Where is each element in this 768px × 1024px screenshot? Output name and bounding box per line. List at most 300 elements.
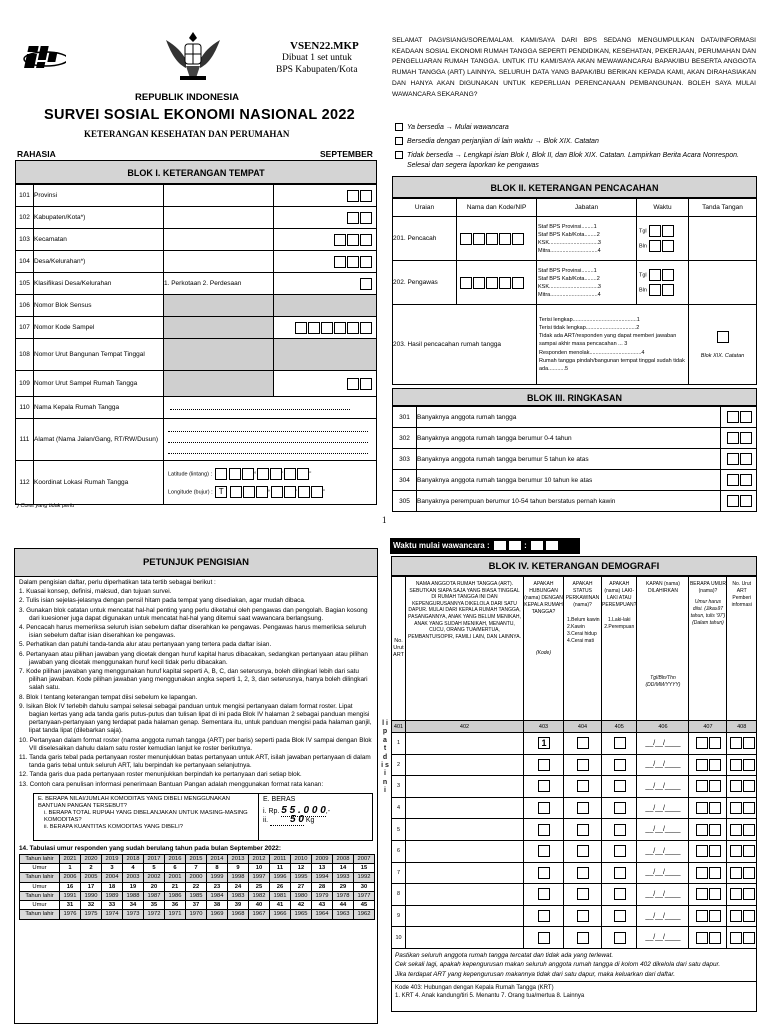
sex-box[interactable] xyxy=(614,867,626,879)
marital-box[interactable] xyxy=(577,932,589,944)
birth-year-cell: 2010 xyxy=(291,855,312,864)
count-box[interactable] xyxy=(740,495,752,507)
age-table-header: Tahun lahir xyxy=(20,891,60,900)
birth-year-cell: 1979 xyxy=(312,891,333,900)
lat-box[interactable] xyxy=(270,468,282,480)
column-number: 402 xyxy=(406,721,524,733)
age-box[interactable] xyxy=(696,867,708,879)
nip-box[interactable] xyxy=(499,277,511,289)
informant-box[interactable] xyxy=(730,932,742,944)
informant-box[interactable] xyxy=(730,845,742,857)
birth-year-cell: 1971 xyxy=(165,910,186,919)
code-box[interactable] xyxy=(360,378,372,390)
code-box[interactable] xyxy=(347,378,359,390)
lat-box[interactable] xyxy=(257,468,269,480)
informant-box[interactable] xyxy=(730,759,742,771)
lat-box[interactable] xyxy=(242,468,254,480)
relation-box[interactable] xyxy=(538,845,550,857)
lon-box[interactable] xyxy=(256,486,268,498)
member-name-cell[interactable] xyxy=(406,776,524,798)
informant-box[interactable] xyxy=(743,867,755,879)
age-box[interactable] xyxy=(696,780,708,792)
code-box[interactable] xyxy=(295,322,307,334)
date-box[interactable] xyxy=(649,269,661,281)
age-cell: 45 xyxy=(354,901,375,910)
relation-box[interactable]: 1 xyxy=(538,737,550,749)
marital-box[interactable] xyxy=(577,737,589,749)
blok-1 xyxy=(15,160,377,505)
code-box[interactable] xyxy=(334,234,346,246)
age-cell: 5 xyxy=(144,864,165,873)
age-cell: 15 xyxy=(354,864,375,873)
lat-box[interactable] xyxy=(297,468,309,480)
age-cell: 14 xyxy=(333,864,354,873)
row-number: 7 xyxy=(392,862,406,884)
code-box[interactable] xyxy=(360,256,372,268)
birth-year-cell: 1970 xyxy=(186,910,207,919)
birth-year-cell: 2020 xyxy=(81,855,102,864)
sex-box[interactable] xyxy=(614,932,626,944)
date-box[interactable] xyxy=(649,240,661,252)
informant-box[interactable] xyxy=(743,759,755,771)
informant-box[interactable] xyxy=(730,910,742,922)
age-cell: 36 xyxy=(165,901,186,910)
consent-yes[interactable]: Ya bersedia → Mulai wawancara xyxy=(395,123,509,131)
blok-2-table: Uraian Nama dan Kode/NIP Jabatan Waktu Tanda Tangan 201. Pencacah Staf BPS Provinsi........1 Staf BPS Kab/Kota........2 KSK................................3 Mitra...............................4 Tgl Bln 202. Pengawas Staf BPS Provinsi........1 Staf BPS Kab/Kota........2 KSK................................3 Mitra...............................4 Tgl Bln 203. Hasil pencacahan rumah tangga Terisi lengkap..........................................1 Terisi tidak lengkap.................................2 Tidak ada ART/responden yang dapat memberi jawaban sampai akhir masa pencacahan ... 3 Responden menolak..................................4 Rumah tangga pindah/bangunan tempat tinggal sudah tidak ada...........5 Blok XIX. Catatan xyxy=(392,198,757,385)
age-cell: 29 xyxy=(333,882,354,891)
birth-year-cell: 1990 xyxy=(81,891,102,900)
nip-box[interactable] xyxy=(460,233,472,245)
age-cell: 26 xyxy=(270,882,291,891)
date-box[interactable] xyxy=(662,269,674,281)
age-cell: 22 xyxy=(186,882,207,891)
birth-year-cell: 2002 xyxy=(144,873,165,882)
birth-year-cell: 1994 xyxy=(312,873,333,882)
sex-box[interactable] xyxy=(614,824,626,836)
age-box[interactable] xyxy=(709,780,721,792)
sex-box[interactable] xyxy=(614,845,626,857)
roster-row xyxy=(392,905,757,927)
age-table-header: Tahun lahir xyxy=(20,873,60,882)
member-name-cell[interactable] xyxy=(406,754,524,776)
age-cell: 11 xyxy=(270,864,291,873)
birth-year-cell: 1986 xyxy=(165,891,186,900)
birth-year-cell: 1973 xyxy=(123,910,144,919)
age-cell: 35 xyxy=(144,901,165,910)
sex-box[interactable] xyxy=(614,910,626,922)
birth-year-cell: 1982 xyxy=(249,891,270,900)
date-box[interactable] xyxy=(662,225,674,237)
birthdate-field[interactable]: __/__/____ xyxy=(637,862,689,884)
birth-year-cell: 1978 xyxy=(333,891,354,900)
code-box[interactable] xyxy=(347,190,359,202)
count-box[interactable] xyxy=(740,411,752,423)
member-name-cell[interactable] xyxy=(406,884,524,906)
age-cell: 1 xyxy=(60,864,81,873)
age-box[interactable] xyxy=(709,802,721,814)
instruction-item: 4. Pencacah harus memeriksa seluruh isian sebelum daftar diserahkan ke pengawas. Pengawas harus memeriksa seluruh isian sebelum daftar isian diserahkan ke pengawas. xyxy=(19,624,367,640)
birth-year-cell: 2021 xyxy=(60,855,81,864)
count-box[interactable] xyxy=(727,411,739,423)
age-cell: 27 xyxy=(291,882,312,891)
birth-year-cell: 2006 xyxy=(60,873,81,882)
age-cell: 17 xyxy=(81,882,102,891)
informant-box[interactable] xyxy=(743,888,755,900)
birth-year-cell: 1962 xyxy=(354,910,375,919)
sex-box[interactable] xyxy=(614,759,626,771)
code-box[interactable] xyxy=(334,256,346,268)
code-box[interactable] xyxy=(321,322,333,334)
roster-row xyxy=(392,733,757,755)
blok-4-table: No. Urut ART NAMA ANGGOTA RUMAH TANGGA (ART). SEBUTKAN SIAPA SAJA YANG BIASA TINGGAL DI RUMAH TANGGA INI DAN KEPENGURUSANNYA DIKELOLA DARI SATU DAPUR. MULAI DARI KEPALA RUMAH TANGGA, PASANGANNYA, ANAK YANG BELUM MENIKAH, ANAK YANG SUDAH MENIKAH, MENANTU, CUCU, ORANG TUA/MERTUA, PEMBANTU/SOPIR, FAMILI LAIN, DAN LAINNYA. APAKAH HUBUNGAN (nama) DENGAN KEPALA RUMAH TANGGA? (Kode) APAKAH STATUS PERKAWINAN (nama)? 1.Belum kawin 2.Kawin 3.Cerai hidup 4.Cerai mati APAKAH (nama) LAKI-LAKI ATAU PEREMPUAN? 1.Laki-laki 2.Perempuan KAPAN (nama) DILAHIRKAN Tgl/Bln/Thn (DD/MM/YYYY) BERAPA UMUR (nama)? Umur harus diisi. (Jika≥97 tahun, tulis '97') (Dalam tahun) No. Urut ART Pemberi informasi 401 402 403 404 405 406 407 408 1 1 __/__/____ 2 __/__/____ 3 __/__/____ 4 __/__/____ 5 __/__/____ 6 __/__/____ 7 __/__/____ 8 __/__/____ 9 __/__/____ 10 __/__/____ xyxy=(391,576,757,949)
petunjuk-title: PETUNJUK PENGISIAN xyxy=(15,549,377,577)
nip-box[interactable] xyxy=(512,233,524,245)
lon-box[interactable] xyxy=(311,486,323,498)
birth-year-cell: 1996 xyxy=(270,873,291,882)
age-box[interactable] xyxy=(696,910,708,922)
informant-box[interactable] xyxy=(730,802,742,814)
instruction-item: 5. Perhatikan dan patuhi tanda-tanda alur atau pertanyaan yang tertera pada daftar isian. xyxy=(19,641,272,649)
minute-box[interactable] xyxy=(530,540,544,551)
column-number: 406 xyxy=(637,721,689,733)
count-box[interactable] xyxy=(727,474,739,486)
code-box[interactable] xyxy=(347,322,359,334)
birth-year-cell: 1999 xyxy=(207,873,228,882)
relation-box[interactable] xyxy=(538,759,550,771)
informant-box[interactable] xyxy=(730,824,742,836)
roster-row xyxy=(392,862,757,884)
nip-box[interactable] xyxy=(499,233,511,245)
roster-row xyxy=(392,840,757,862)
result-box[interactable] xyxy=(717,331,729,343)
blok-2 xyxy=(392,176,757,385)
informant-box[interactable] xyxy=(743,780,755,792)
marital-box[interactable] xyxy=(577,802,589,814)
age-cell: 42 xyxy=(291,901,312,910)
sex-box[interactable] xyxy=(614,780,626,792)
birth-year-cell: 1997 xyxy=(249,873,270,882)
age-box[interactable] xyxy=(709,824,721,836)
informant-box[interactable] xyxy=(730,737,742,749)
birth-year-cell: 1977 xyxy=(354,891,375,900)
informant-box[interactable] xyxy=(730,888,742,900)
age-cell: 41 xyxy=(270,901,291,910)
survey-title: SURVEI SOSIAL EKONOMI NASIONAL 2022 xyxy=(44,107,356,123)
count-box[interactable] xyxy=(727,432,739,444)
age-cell: 28 xyxy=(312,882,333,891)
column-number: 401 xyxy=(392,721,406,733)
code-box[interactable] xyxy=(360,234,372,246)
birth-year-cell: 1998 xyxy=(228,873,249,882)
birthdate-field[interactable]: __/__/____ xyxy=(637,905,689,927)
age-box[interactable] xyxy=(696,802,708,814)
informant-box[interactable] xyxy=(743,932,755,944)
lon-box[interactable] xyxy=(243,486,255,498)
informant-box[interactable] xyxy=(743,737,755,749)
consent-later[interactable]: Bersedia dengan perjanjian di lain waktu → Blok XIX. Catatan xyxy=(395,137,599,145)
nip-box[interactable] xyxy=(460,277,472,289)
consent-no[interactable]: Tidak bersedia → Lengkapi isian Blok I, Blok II, dan Blok XIX. Catatan. Lampirkan Berita Acara Nonrespon. Selesai dan segera laporkan ke pengawas xyxy=(395,151,755,171)
marital-box[interactable] xyxy=(577,759,589,771)
relation-box[interactable] xyxy=(538,932,550,944)
age-table xyxy=(19,854,375,919)
informant-box[interactable] xyxy=(730,867,742,879)
blok-3-title: BLOK III. RINGKASAN xyxy=(392,388,757,406)
confidential-label: RAHASIA xyxy=(17,149,56,159)
roster-row xyxy=(392,819,757,841)
member-name-cell[interactable] xyxy=(406,733,524,755)
blok-3-table: 301 Banyaknya anggota rumah tangga 302 Banyaknya anggota rumah tangga berumur 0-4 tahun 303 Banyaknya anggota rumah tangga berumur 5 tahun ke atas 304 Banyaknya anggota rumah tangga berumur 10 tahun ke atas 305 Banyaknya perempuan berumur 10-54 tahun berstatus pernah kawin xyxy=(392,406,757,512)
age-box[interactable] xyxy=(709,845,721,857)
age-box[interactable] xyxy=(696,932,708,944)
birth-year-cell: 2011 xyxy=(270,855,291,864)
birthdate-field[interactable]: __/__/____ xyxy=(637,776,689,798)
birth-year-cell: 1992 xyxy=(354,873,375,882)
petunjuk: PETUNJUK PENGISIAN Dalam pengisian daftar, perlu diperhatikan tata tertib sebagai berikut : 1. Kuasai konsep, definisi, maksud, dan tujuan survei. 2. Tulis isian sejelas-jelasnya dengan pensil hitam pada tempat yang disediakan, agar mudah dibaca. 3. Gunakan blok catatan untuk mencatat hal-hal penting yang perlu diketahui oleh pengawas dan pengolah. Bagian kosong dari kuesioner juga dapat digunakan untuk mencatat hal-hal yang ditemui saat wawancara berlangsung. 4. Pencacah harus memeriksa seluruh isian sebelum daftar diserahkan ke pengawas. Pengawas harus memeriksa seluruh isian sebelum daftar isian diserahkan ke pengawas. 5. Perhatikan dan patuhi tanda-tanda alur atau pertanyaan yang tertera pada daftar isian. 6. Pertanyaan atau pilihan jawaban yang dicetak dengan huruf kapital harus dibacakan, sedangkan pertanyaan atau pilihan jawaban yang dicetak menggunakan huruf kecil tidak perlu dibacakan. 7. Kode pilihan jawaban yang menggunakan huruf kapital seperti A, B, C, dan seterusnya, boleh dilingkari lebih dari satu pilihan jawaban. Kode pilihan jawaban yang menggunakan angka seperti 1, 2, 3, dan seterusnya, hanya boleh dilingkari salah satu. 8. Blok I tentang keterangan tempat diisi sebelum ke lapangan. 9. Isikan Blok IV terlebih dahulu sampai selesai sebagai panduan untuk mengisi pertanyaan dalam format roster. Lipat bagian kertas yang ada tanda garis putus-putus dan tulisan lipat di ini pada Blok IV halaman 2 sebagai panduan mengisi pertanyaan-pertanyaan yang terdapat pada halaman genap. Sementara itu, untuk panduan mengisi pada halaman ganjil, lipat tanda lipat (dilebarkan saja). 10. Pertanyaan dalam format roster (nama anggota rumah tangga (ART) per baris) seperti pada Blok IV sampai dengan Blok VII diselesaikan dahulu dalam satu roster kemudian lanjut ke roster berikutnya. 11. Tanda garis tebal pada pertanyaan roster menunjukkan batas pertanyaan untuk ART, isilah jawaban pertanyaan di dalam tanda garis tebal untuk seluruh ART, lalu berpindah ke pertanyaan selanjutnya. 12. Tanda garis dua pada pertanyaan roster menunjukkan berpindah ke pertanyaan dari setiap blok. 13. Contoh cara penulisan informasi penerimaan Bantuan Pangan adalah menggunakan format rata kanan: E. BERAPA NILAI/JUMLAH KOMODITAS YANG DIBELI MENGGUNAKAN BANTUAN PANGAN TERSEBUT? i. BERAPA TOTAL RUPIAH YANG DIBELANJAKAN UNTUK MASING-MASING KOMODITAS? ii. BERAPA KUANTITAS KOMODITAS YANG DIBELI? E. BERAS i. Rp. 5 5 . 0 0 0,- ii. 5 0 Kg 14. Tabulasi umur responden yang sudah berulang tahun pada bulan September 2022: Tahun lahir 2021 2020 2019 2018 2017 2016 2015 2014 2013 2012 2011 2010 2009 2008 2007 Umur 1 2 3 4 5 6 7 8 9 10 11 12 13 14 15 Tahun lahir 2006 2005 2004 2003 2002 2001 2000 1999 1998 1997 1996 1995 1994 1993 1992 Umur 16 17 18 19 20 21 22 23 24 25 26 27 28 29 30 Tahun lahir 1991 1990 1989 1988 1987 1986 1985 1984 1983 1982 1981 1980 1979 1978 1977 Umur 31 32 33 34 35 36 37 38 39 40 41 42 43 44 45 Tahun lahir 1976 1975 1974 1973 1972 1971 1970 1969 1968 1967 1966 1965 1964 1963 1962 xyxy=(14,548,378,1024)
sex-box[interactable] xyxy=(614,802,626,814)
instruction-item: 1. Kuasai konsep, definisi, maksud, dan tujuan survei. xyxy=(19,588,172,596)
informant-box[interactable] xyxy=(743,845,755,857)
roster-row xyxy=(392,754,757,776)
code-403-legend: Kode 403: Hubungan dengan Kepala Rumah Tangga (KRT) 1. KRT 4. Anak kandung/tiri 5. Menantu 7. Orang tua/mertua 8. Lainnya xyxy=(391,982,757,1012)
birth-year-cell: 2017 xyxy=(144,855,165,864)
age-table-header: Tahun lahir xyxy=(20,855,60,864)
row-number: 5 xyxy=(392,819,406,841)
age-cell: 6 xyxy=(165,864,186,873)
age-cell: 20 xyxy=(144,882,165,891)
sex-box[interactable] xyxy=(614,888,626,900)
birth-year-cell: 2012 xyxy=(249,855,270,864)
code-box[interactable] xyxy=(347,234,359,246)
age-box[interactable] xyxy=(709,932,721,944)
member-name-cell[interactable] xyxy=(406,862,524,884)
date-box[interactable] xyxy=(662,240,674,252)
count-box[interactable] xyxy=(727,495,739,507)
age-box[interactable] xyxy=(709,737,721,749)
month-label: SEPTEMBER xyxy=(320,149,373,159)
age-cell: 30 xyxy=(354,882,375,891)
age-cell: 40 xyxy=(249,901,270,910)
birth-year-cell: 1967 xyxy=(249,910,270,919)
page-number: 1 xyxy=(382,515,387,525)
birthdate-field[interactable]: __/__/____ xyxy=(637,927,689,949)
marital-box[interactable] xyxy=(577,888,589,900)
row-number: 3 xyxy=(392,776,406,798)
sex-box[interactable] xyxy=(614,737,626,749)
age-box[interactable] xyxy=(709,888,721,900)
lon-box[interactable] xyxy=(230,486,242,498)
relation-box[interactable] xyxy=(538,910,550,922)
age-row-header: Umur xyxy=(20,901,60,910)
code-box[interactable] xyxy=(308,322,320,334)
lat-sign-box[interactable] xyxy=(215,468,227,480)
nip-box[interactable] xyxy=(473,233,485,245)
office-note: BPS Kabupaten/Kota xyxy=(276,65,358,75)
birth-year-cell: 1980 xyxy=(291,891,312,900)
relation-box[interactable] xyxy=(538,888,550,900)
lon-box[interactable] xyxy=(284,486,296,498)
birth-year-cell: 1974 xyxy=(102,910,123,919)
code-box[interactable] xyxy=(334,322,346,334)
form-code: VSEN22.MKP xyxy=(290,40,359,52)
birth-year-cell: 1976 xyxy=(60,910,81,919)
count-box[interactable] xyxy=(727,453,739,465)
count-box[interactable] xyxy=(740,453,752,465)
lat-box[interactable] xyxy=(284,468,296,480)
birth-year-cell: 1983 xyxy=(228,891,249,900)
age-cell: 39 xyxy=(228,901,249,910)
lon-box[interactable] xyxy=(298,486,310,498)
birth-year-cell: 1968 xyxy=(228,910,249,919)
birth-year-cell: 2019 xyxy=(102,855,123,864)
marital-box[interactable] xyxy=(577,824,589,836)
relation-box[interactable] xyxy=(538,824,550,836)
birth-year-cell: 2009 xyxy=(312,855,333,864)
birth-year-cell: 1975 xyxy=(81,910,102,919)
member-name-cell[interactable] xyxy=(406,797,524,819)
birthdate-field[interactable]: __/__/____ xyxy=(637,733,689,755)
age-cell: 31 xyxy=(60,901,81,910)
marital-box[interactable] xyxy=(577,845,589,857)
marital-box[interactable] xyxy=(577,780,589,792)
lon-box[interactable] xyxy=(271,486,283,498)
member-name-cell[interactable] xyxy=(406,905,524,927)
age-cell: 10 xyxy=(249,864,270,873)
row-number: 8 xyxy=(392,884,406,906)
instruction-item: 7. Kode pilihan jawaban yang menggunakan huruf kapital seperti A, B, C, dan seterusnya, boleh dilingkari lebih dari satu pilihan jawaban. Kode pilihan jawaban yang menggunakan angka seperti 1, 2, 3, dan seterusnya, hanya boleh dilingkari salah satu. xyxy=(19,668,368,692)
date-box[interactable] xyxy=(662,284,674,296)
row-number: 4 xyxy=(392,797,406,819)
birth-year-cell: 2003 xyxy=(123,873,144,882)
age-box[interactable] xyxy=(709,910,721,922)
code-box[interactable] xyxy=(347,256,359,268)
row-number: 1 xyxy=(392,733,406,755)
age-cell: 34 xyxy=(123,901,144,910)
age-cell: 12 xyxy=(291,864,312,873)
birth-year-cell: 1993 xyxy=(333,873,354,882)
count-box[interactable] xyxy=(740,474,752,486)
informant-box[interactable] xyxy=(743,910,755,922)
nip-box[interactable] xyxy=(486,277,498,289)
age-table-header: Tahun lahir xyxy=(20,910,60,919)
date-box[interactable] xyxy=(649,225,661,237)
code-box[interactable] xyxy=(360,322,372,334)
example-box: E. BERAPA NILAI/JUMLAH KOMODITAS YANG DIBELI MENGGUNAKAN BANTUAN PANGAN TERSEBUT? i. BERAPA TOTAL RUPIAH YANG DIBELANJAKAN UNTUK MASING-MASING KOMODITAS? ii. BERAPA KUANTITAS KOMODITAS YANG DIBELI? E. BERAS i. Rp. 5 5 . 0 0 0,- ii. 5 0 Kg xyxy=(33,793,373,841)
age-cell: 13 xyxy=(312,864,333,873)
birthdate-field[interactable]: __/__/____ xyxy=(637,754,689,776)
hour-box[interactable] xyxy=(508,540,522,551)
hour-box[interactable] xyxy=(493,540,507,551)
age-cell: 23 xyxy=(207,882,228,891)
start-time-bar: Waktu mulai wawancara : : xyxy=(390,538,580,554)
blok-4 xyxy=(391,556,757,1012)
nip-box[interactable] xyxy=(486,233,498,245)
birthdate-field[interactable]: __/__/____ xyxy=(637,797,689,819)
age-cell: 21 xyxy=(165,882,186,891)
marital-box[interactable] xyxy=(577,867,589,879)
birth-year-cell: 1995 xyxy=(291,873,312,882)
relation-box[interactable] xyxy=(538,780,550,792)
birth-year-cell: 2013 xyxy=(228,855,249,864)
code-box[interactable] xyxy=(360,212,372,224)
birthdate-field[interactable]: __/__/____ xyxy=(637,819,689,841)
relation-box[interactable] xyxy=(538,867,550,879)
age-cell: 19 xyxy=(123,882,144,891)
age-box[interactable] xyxy=(696,737,708,749)
country-name: REPUBLIK INDONESIA xyxy=(135,92,239,103)
code-box[interactable] xyxy=(360,190,372,202)
fold-here-label: l i p a t d i s i n i xyxy=(381,720,389,795)
birth-year-cell: 2001 xyxy=(165,873,186,882)
age-cell: 33 xyxy=(102,901,123,910)
age-box[interactable] xyxy=(709,867,721,879)
column-number: 407 xyxy=(689,721,727,733)
row-number: 6 xyxy=(392,840,406,862)
instruction-item: 12. Tanda garis dua pada pertanyaan roster menunjukkan berpindah ke pertanyaan dari setiap blok. xyxy=(19,771,302,779)
date-box[interactable] xyxy=(649,284,661,296)
informant-box[interactable] xyxy=(743,824,755,836)
nip-box[interactable] xyxy=(512,277,524,289)
birthdate-field[interactable]: __/__/____ xyxy=(637,840,689,862)
column-number: 405 xyxy=(602,721,637,733)
age-box[interactable] xyxy=(696,759,708,771)
age-box[interactable] xyxy=(696,824,708,836)
age-cell: 38 xyxy=(207,901,228,910)
age-box[interactable] xyxy=(696,845,708,857)
marital-box[interactable] xyxy=(577,910,589,922)
blok-1-table: 101 Provinsi 102 Kabupaten/Kota*) 103 Kecamatan 104 Desa/Kelurahan*) 105 Klasifikasi Desa/Kelurahan 1. Perkotaan 2. Perdesaan 106 Nomor Blok Sensus 107 Nomor Kode Sampel 108 Nomor Urut Bangunan Tempat Tinggal 109 Nomor Urut Sampel Rumah Tangga 110 Nama Kepala Rumah Tangga 111 Alamat (Nama Jalan/Gang, RT/RW/Dusun) 112 Koordinat Lokasi Rumah Tangga Latitude (lintang) : ° ' " Longitude (bujur) : T ° ' " xyxy=(15,184,377,505)
birth-year-cell: 1966 xyxy=(270,910,291,919)
birth-year-cell: 2000 xyxy=(186,873,207,882)
age-box[interactable] xyxy=(696,888,708,900)
age-box[interactable] xyxy=(709,759,721,771)
birth-year-cell: 1985 xyxy=(186,891,207,900)
birth-year-cell: 1965 xyxy=(291,910,312,919)
instruction-item: 6. Pertanyaan atau pilihan jawaban yang dicetak dengan huruf kapital harus dibacakan, sedangkan pertanyaan atau pilihan jawaban yang dicetak menggunakan huruf kecil tidak perlu dibacakan. xyxy=(19,650,368,666)
relation-box[interactable] xyxy=(538,802,550,814)
birthdate-field[interactable]: __/__/____ xyxy=(637,884,689,906)
birth-year-cell: 1984 xyxy=(207,891,228,900)
nip-box[interactable] xyxy=(473,277,485,289)
birth-year-cell: 2014 xyxy=(207,855,228,864)
age-cell: 2 xyxy=(81,864,102,873)
member-name-cell[interactable] xyxy=(406,927,524,949)
informant-box[interactable] xyxy=(743,802,755,814)
minute-box[interactable] xyxy=(545,540,559,551)
birth-year-cell: 1963 xyxy=(333,910,354,919)
code-box[interactable] xyxy=(347,212,359,224)
row-number: 2 xyxy=(392,754,406,776)
age-cell: 37 xyxy=(186,901,207,910)
count-box[interactable] xyxy=(740,432,752,444)
survey-subtitle: KETERANGAN KESEHATAN DAN PERUMAHAN xyxy=(84,129,290,139)
footnote: *) Coret yang tidak perlu xyxy=(15,503,75,509)
member-name-cell[interactable] xyxy=(406,840,524,862)
lat-box[interactable] xyxy=(229,468,241,480)
birth-year-cell: 2007 xyxy=(354,855,375,864)
greeting-text: SELAMAT PAGI/SIANG/SORE/MALAM. KAMI/SAYA DARI BPS SEDANG MENGUMPULKAN DATA/INFORMASI KEADAAN SOSIAL EKONOMI RUMAH TANGGA SEPERTI PENDIDIKAN, KESEHATAN, PEKERJAAN, PERUMAHAN DAN PENGELUARAN RUMAH TANGGA. UNTUK ITU KAMI/SAYA AKAN MEWAWANCARAI BAPAK/IBU BESERTA ANGGOTA RUMAH TANGGA (ART) LAINNYA. SELURUH DATA YANG BAPAK/IBU BERIKAN KEPADA KAMI, AKAN DIRAHASIAKAN DAN HANYA AKAN DIGUNAKAN UNTUK KEPERLUAN PERENCANAAN PEMBANGUNAN. BOLEH SAYA MULAI WAWANCARA SEKARANG? xyxy=(392,37,756,98)
member-name-cell[interactable] xyxy=(406,819,524,841)
birth-year-cell: 2018 xyxy=(123,855,144,864)
instruction-item: 13. Contoh cara penulisan informasi penerimaan Bantuan Pangan adalah menggunakan format rata kanan: xyxy=(19,780,324,788)
age-cell: 25 xyxy=(249,882,270,891)
code-box[interactable] xyxy=(360,278,372,290)
instruction-item: 3. Gunakan blok catatan untuk mencatat hal-hal penting yang perlu diketahui oleh pengawas dan pengolah. Bagian kosong dari kuesioner juga dapat digunakan untuk mencatat hal-hal yang ditemui saat wawancara berlangsung. xyxy=(19,606,368,622)
informant-box[interactable] xyxy=(730,780,742,792)
age-cell: 24 xyxy=(228,882,249,891)
row-number: 10 xyxy=(392,927,406,949)
instruction-item: 9. Isikan Blok IV terlebih dahulu sampai selesai sebagai panduan untuk mengisi pertanyaan dalam format roster. Lipat bagian kertas yang ada tanda garis putus-putus dan tulisan lipat di ini pada Blok IV halaman 2 sebagai panduan mengisi pertanyaan-pertanyaan yang terdapat pada halaman genap. Sementara itu, untuk panduan mengisi pada halaman ganjil, lipat tanda lipat (dilebarkan saja). xyxy=(19,702,372,735)
